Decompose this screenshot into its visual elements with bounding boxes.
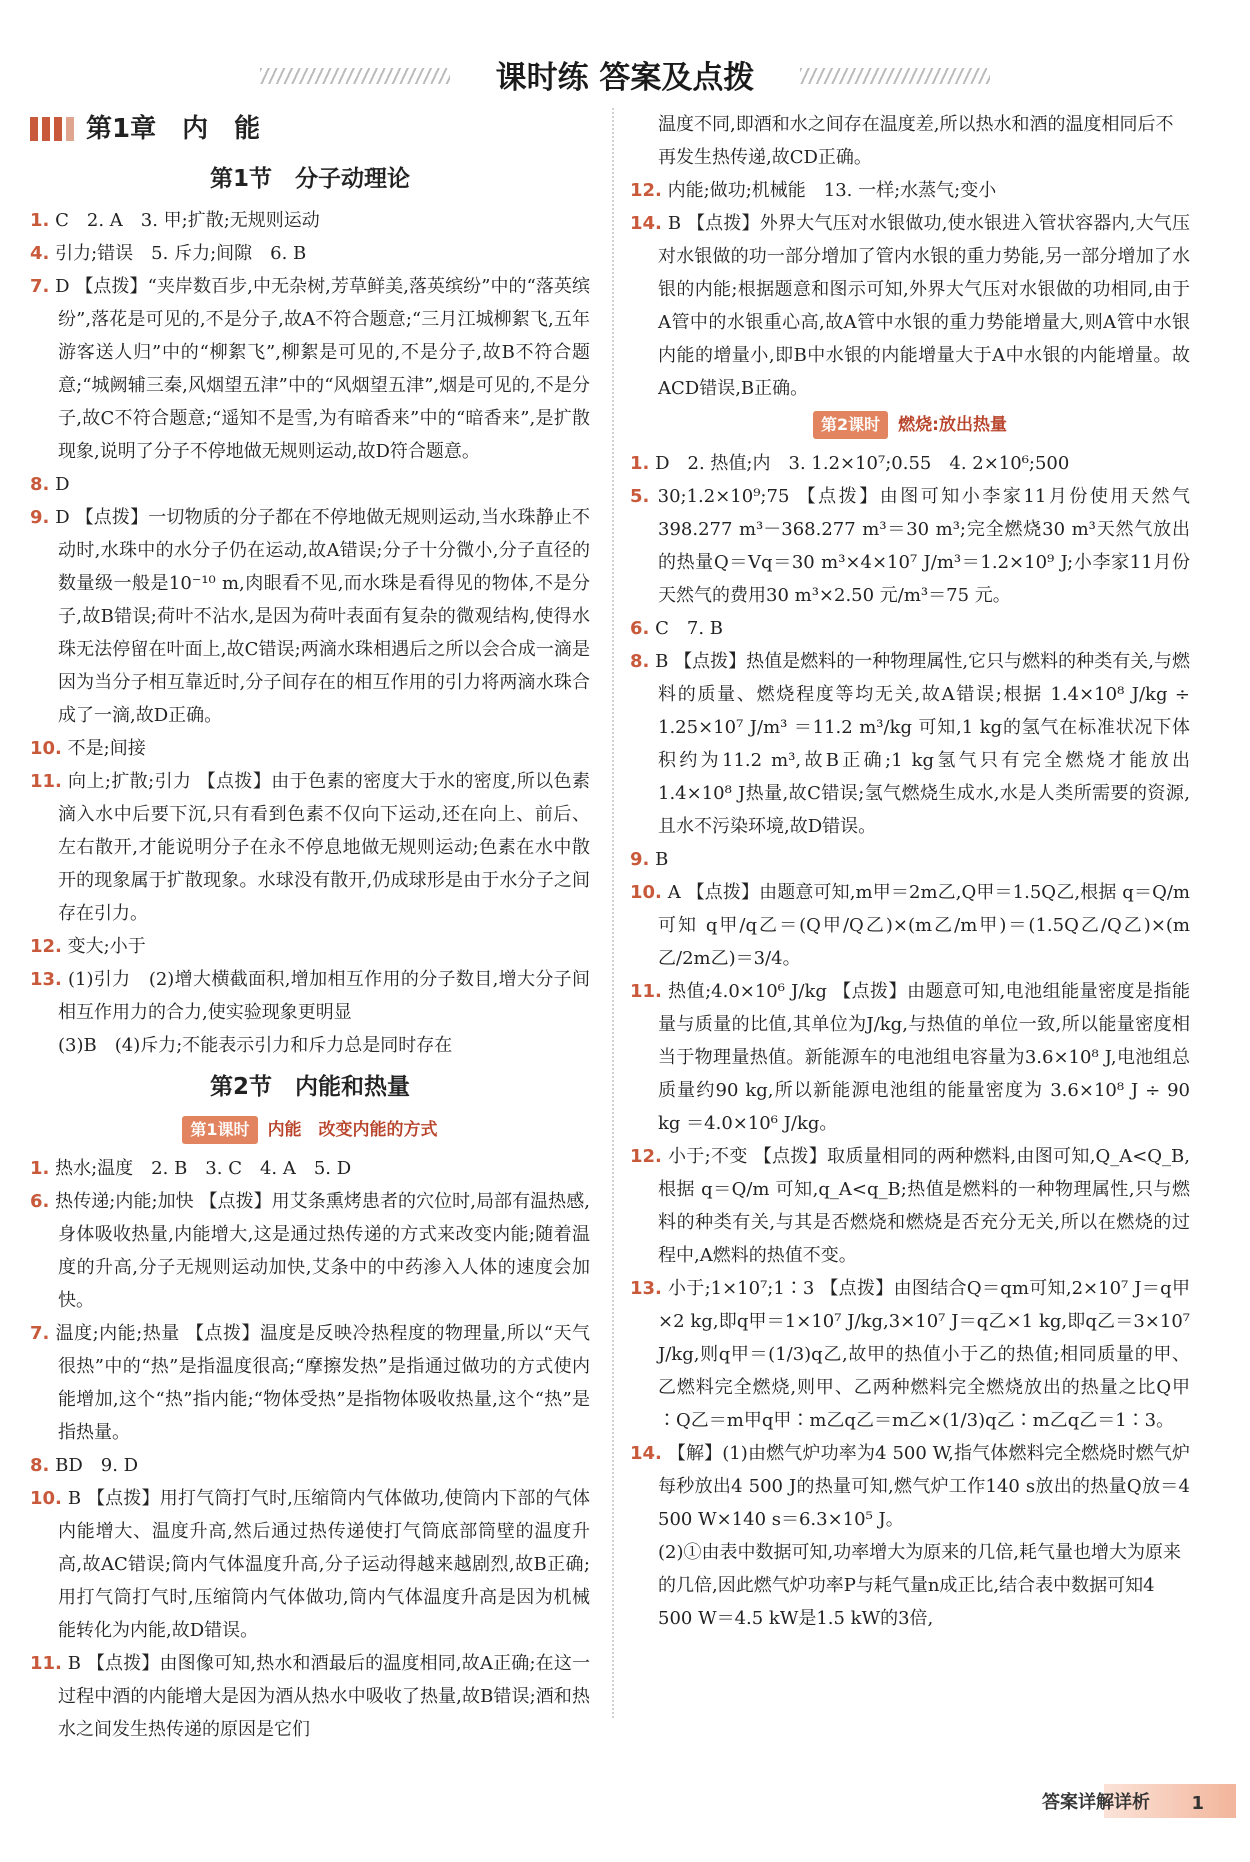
left-column: [30, 108, 590, 1746]
answer-text: D 【点拨】一切物质的分子都在不停地做无规则运动,当水珠静止不动时,水珠中的水分子仍在运动,故A错误;分子十分微小,分子直径的数量级一般是10⁻¹⁰ m,肉眼看不见,而水珠是看得见的物体,不是分子,故B错误;荷叶不沾水,是因为荷叶表面有复杂的微观结构,使得水珠无法停留在叶面上,故C错误;两滴水珠相遇后之所以会合成一滴是因为当分子相互靠近时,分子间存在的相互作用的引力将两滴水珠合成了一滴,故D正确。: [55, 507, 590, 726]
answer-text: C 2. A 3. 甲;扩散;无规则运动: [55, 210, 320, 231]
lesson-heading-1: [30, 1112, 590, 1148]
answer-number: 12.: [30, 936, 62, 957]
answer-text: D 2. 热值;内 3. 1.2×10⁷;0.55 4. 2×10⁶;500: [655, 453, 1070, 474]
answer-item: [630, 975, 1190, 1140]
answer-text: BD 9. D: [55, 1455, 139, 1476]
answer-number: 10.: [30, 738, 62, 759]
answer-item: [30, 1449, 590, 1482]
answer-text: C 7. B: [655, 618, 724, 639]
answer-number: 10.: [630, 882, 662, 903]
answer-number: 13.: [30, 969, 62, 990]
answer-number: 8.: [30, 1455, 50, 1476]
answer-number: 8.: [30, 474, 50, 495]
answer-text: 温度;内能;热量 【点拨】温度是反映冷热程度的物理量,所以“天气很热”中的“热”是指温度很高;“摩擦发热”是指通过做功的方式使内能增加,这个“热”指内能;“物体受热”是指物体吸收热量,这个“热”是指热量。: [55, 1323, 590, 1443]
answer-number: 4.: [30, 243, 50, 264]
answer-text: 变大;小于: [67, 936, 146, 957]
answer-number: 6.: [30, 1191, 50, 1212]
answer-item: [630, 207, 1190, 405]
answer-item: [630, 1140, 1190, 1272]
answer-item: [630, 876, 1190, 975]
footer-label: 答案详解详析: [1042, 1792, 1150, 1813]
answer-number: 1.: [630, 453, 650, 474]
lesson-heading-2: [630, 407, 1190, 443]
answer-number: 9.: [630, 849, 650, 870]
answer-item: [630, 612, 1190, 645]
answer-item: [30, 204, 590, 237]
answer-item: [30, 1647, 590, 1746]
chapter-heading: [30, 108, 590, 150]
answer-item: [30, 765, 590, 930]
answer-text: B: [655, 849, 669, 870]
answer-list-3: [630, 174, 1190, 405]
lesson-tag: 第2课时: [813, 411, 888, 439]
answer-item: [30, 1152, 590, 1185]
answer-13-continued: (3)B (4)斥力;不能表示引力和斥力总是同时存在: [58, 1035, 453, 1056]
column-divider: [612, 108, 614, 1718]
answer-number: 13.: [630, 1278, 662, 1299]
answer-number: 6.: [630, 618, 650, 639]
answer-item: [30, 1317, 590, 1449]
answer-item: [30, 963, 590, 1029]
answer-number: 11.: [30, 1653, 62, 1674]
answer-number: 10.: [30, 1488, 62, 1509]
answer-item: [630, 174, 1190, 207]
answer-list-4: [630, 447, 1190, 1536]
answer-item: [630, 447, 1190, 480]
answer-number: 7.: [30, 276, 50, 297]
answer-item: [30, 468, 590, 501]
answer-item: [30, 1185, 590, 1317]
answer-item: [630, 1272, 1190, 1437]
answer-text: B 【点拨】用打气筒打气时,压缩筒内气体做功,使筒内下部的气体内能增大、温度升高,然后通过热传递使打气筒底部筒壁的温度升高,故AC错误;筒内气体温度升高,分子运动得越来越剧烈,故B正确;用打气筒打气时,压缩筒内气体做功,筒内气体温度升高是因为机械能转化为内能,故D错误。: [58, 1488, 590, 1641]
answer-item: [30, 237, 590, 270]
answer-14-continued: (2)①由表中数据可知,功率增大为原来的几倍,耗气量也增大为原来的几倍,因此燃气炉功率P与耗气量n成正比,结合表中数据可知4 500 W＝4.5 kW是1.5 kW的3倍,: [658, 1542, 1181, 1629]
page-title: 课时练 答案及点拨: [495, 60, 755, 96]
answer-number: 5.: [630, 486, 650, 507]
answer-number: 11.: [630, 981, 662, 1002]
answer-text: D 【点拨】“夹岸数百步,中无杂树,芳草鲜美,落英缤纷”中的“落英缤纷”,落花是可见的,不是分子,故A不符合题意;“三月江城柳絮飞,五年游客送人归”中的“柳絮飞”,柳絮是可见的,不是分子,故B不符合题意;“城阙辅三秦,风烟望五津”中的“风烟望五津”,烟是可见的,不是分子,故C不符合题意;“遥知不是雪,为有暗香来”中的“暗香来”,是扩散现象,说明了分子不停地做无规则运动,故D符合题意。: [55, 276, 590, 462]
answer-list-2: [30, 1152, 590, 1746]
answer-text: D: [55, 474, 70, 495]
answer-text: (1)引力 (2)增大横截面积,增加相互作用的分子数目,增大分子间相互作用力的合力,使实验现象更明显: [58, 969, 590, 1023]
answer-item: [30, 930, 590, 963]
answer-item: [630, 645, 1190, 843]
answer-text: 内能;做功;机械能 13. 一样;水蒸气;变小: [667, 180, 997, 201]
answer-text: B 【点拨】由图像可知,热水和酒最后的温度相同,故A正确;在这一过程中酒的内能增大是因为酒从热水中吸收了热量,故B错误;酒和热水之间发生热传递的原因是它们: [58, 1653, 590, 1740]
answer-text: B 【点拨】外界大气压对水银做功,使水银进入管状容器内,大气压对水银做的功一部分增加了管内水银的重力势能,另一部分增加了水银的内能;根据题意和图示可知,外界大气压对水银做的功相同,由于A管中的水银重心高,故A管中水银的重力势能增量大,则A管中水银内能的增量小,即B中水银的内能增量大于A中水银的内能增量。故ACD错误,B正确。: [658, 213, 1190, 399]
answer-text: 向上;扩散;引力 【点拨】由于色素的密度大于水的密度,所以色素滴入水中后要下沉,只有看到色素不仅向下运动,还在向上、前后、左右散开,才能说明分子在永不停息地做无规则运动;色素在水中散开的现象属于扩散现象。水球没有散开,仍成球形是由于水分子之间存在引力。: [58, 771, 590, 924]
answer-number: 12.: [630, 180, 662, 201]
answer-item: [630, 1437, 1190, 1536]
answer-number: 12.: [630, 1146, 662, 1167]
section-title-1: 第1节 分子动理论: [209, 166, 410, 192]
answer-text: 热水;温度 2. B 3. C 4. A 5. D: [55, 1158, 352, 1179]
answer-item: [30, 501, 590, 732]
answer-text: 小于;1×10⁷;1∶3 【点拨】由图结合Q＝qm可知,2×10⁷ J＝q甲×2 kg,即q甲＝1×10⁷ J/kg,3×10⁷ J＝q乙×1 kg,即q乙＝3×10⁷ J/kg,则q甲＝(1/3)q乙,故甲的热值小于乙的热值;相同质量的甲、乙燃料完全燃烧,则甲、乙两种燃料完全燃烧放出的热量之比Q甲∶Q乙＝m甲q甲∶m乙q乙＝m乙×(1/3)q乙∶m乙q乙＝1∶3。: [658, 1278, 1190, 1431]
answer-11-continued: 温度不同,即酒和水之间存在温度差,所以热水和酒的温度相同后不再发生热传递,故CD正确。: [658, 114, 1174, 168]
right-column: [630, 108, 1190, 1635]
answer-text: 引力;错误 5. 斥力;间隙 6. B: [55, 243, 307, 264]
section-title-2: 第2节 内能和热量: [209, 1074, 410, 1100]
answer-item: [630, 843, 1190, 876]
answer-number: 14.: [630, 213, 662, 234]
answer-text: A 【点拨】由题意可知,m甲＝2m乙,Q甲＝1.5Q乙,根据 q＝Q/m 可知 q甲/q乙＝(Q甲/Q乙)×(m乙/m甲)＝(1.5Q乙/Q乙)×(m乙/2m乙)＝3/4。: [658, 882, 1190, 969]
answer-number: 9.: [30, 507, 50, 528]
answer-text: 热传递;内能;加快 【点拨】用艾条熏烤患者的穴位时,局部有温热感,身体吸收热量,内能增大,这是通过热传递的方式来改变内能;随着温度的升高,分子无规则运动加快,艾条中的中药渗入人体的速度会加快。: [55, 1191, 590, 1311]
lesson-tag: 第1课时: [182, 1116, 257, 1144]
answer-text: B 【点拨】热值是燃料的一种物理属性,它只与燃料的种类有关,与燃料的质量、燃烧程度等均无关,故A错误;根据 1.4×10⁸ J/kg ÷ 1.25×10⁷ J/m³ ＝11.2 m³/kg 可知,1 kg的氢气在标准状况下体积约为11.2 m³,故B正确;1 kg氢气只有完全燃烧才能放出1.4×10⁸ J热量,故C错误;氢气燃烧生成水,水是人类所需要的资源,且水不污染环境,故D错误。: [655, 651, 1190, 837]
answer-text: 热值;4.0×10⁶ J/kg 【点拨】由题意可知,电池组能量密度是指能量与质量的比值,其单位为J/kg,与热值的单位一致,所以能量密度相当于物理量热值。新能源车的电池组电容量为3.6×10⁸ J,电池组总质量约90 kg,所以新能源电池组的能量密度为 3.6×10⁸ J ÷ 90 kg ＝4.0×10⁶ J/kg。: [658, 981, 1191, 1134]
answer-number: 14.: [630, 1443, 662, 1464]
lesson-topic: 内能 改变内能的方式: [267, 1120, 438, 1140]
page-number: 1: [1191, 1793, 1204, 1814]
title-decoration-right: [800, 68, 990, 84]
answer-item: [630, 480, 1190, 612]
answer-number: 1.: [30, 210, 50, 231]
chapter-bars-icon: [30, 117, 74, 141]
lesson-topic: 燃烧:放出热量: [898, 415, 1007, 435]
answer-number: 7.: [30, 1323, 50, 1344]
answer-text: 30;1.2×10⁹;75 【点拨】由图可知小李家11月份使用天然气398.277 m³－368.277 m³＝30 m³;完全燃烧30 m³天然气放出的热量Q＝Vq＝30 m³×4×10⁷ J/m³＝1.2×10⁹ J;小李家11月份天然气的费用30 m³×2.50 元/m³＝75 元。: [657, 486, 1190, 606]
answer-number: 8.: [630, 651, 650, 672]
answer-number: 1.: [30, 1158, 50, 1179]
answer-item: [30, 1482, 590, 1647]
answer-text: 【解】(1)由燃气炉功率为4 500 W,指气体燃料完全燃烧时燃气炉每秒放出4 500 J的热量可知,燃气炉工作140 s放出的热量Q放＝4 500 W×140 s＝6.3×10⁵ J。: [658, 1443, 1190, 1530]
answer-text: 小于;不变 【点拨】取质量相同的两种燃料,由图可知,Q_A<Q_B,根据 q＝Q/m 可知,q_A<q_B;热值是燃料的一种物理属性,只与燃料的种类有关,与其是否燃烧和燃烧是否充分无关,所以在燃烧的过程中,A燃料的热值不变。: [658, 1146, 1190, 1266]
answer-item: [30, 732, 590, 765]
chapter-title: 第1章 内 能: [86, 113, 261, 144]
answer-list-1: [30, 204, 590, 1029]
answer-item: [30, 270, 590, 468]
answer-text: 不是;间接: [67, 738, 146, 759]
answer-number: 11.: [30, 771, 62, 792]
